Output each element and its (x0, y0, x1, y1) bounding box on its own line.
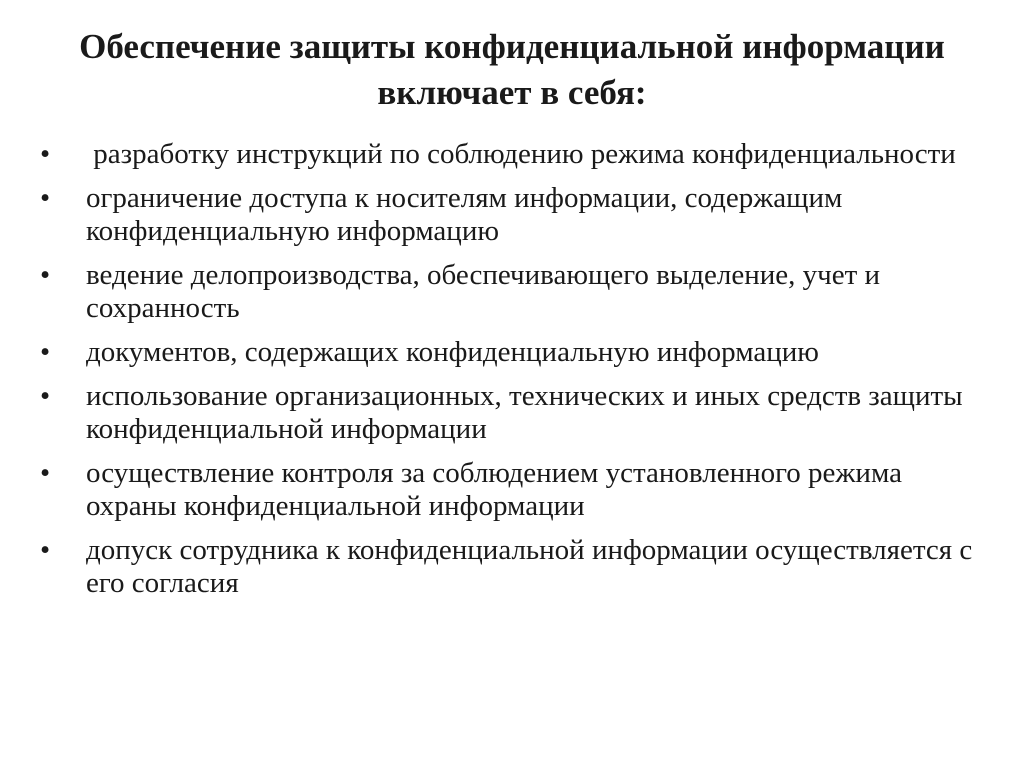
list-item-text: осуществление контроля за соблюдением установленного режима охраны конфиденциальной информации (86, 457, 902, 522)
list-item (40, 380, 990, 446)
bullet-icon: • (40, 380, 51, 412)
list-item-text: разработку инструкций по соблюдению режима конфиденциальности (86, 138, 956, 170)
list-item-text: документов, содержащих конфиденциальную информацию (86, 336, 819, 368)
list-item (40, 534, 990, 600)
list-item (40, 138, 990, 171)
list-item-text: использование организационных, технических и иных средств защиты конфиденциальной информации (86, 380, 963, 445)
list-item-text: ведение делопроизводства, обеспечивающего выделение, учет и сохранность (86, 259, 881, 324)
list-item-text: допуск сотрудника к конфиденциальной информации осуществляется с его согласия (86, 534, 973, 599)
bullet-list (40, 138, 990, 611)
list-item (40, 259, 990, 325)
bullet-icon: • (40, 259, 51, 291)
bullet-icon: • (40, 336, 51, 368)
bullet-icon: • (40, 534, 51, 566)
list-item (40, 336, 990, 369)
bullet-icon: • (40, 457, 51, 489)
bullet-icon: • (40, 182, 51, 214)
list-item-text: ограничение доступа к носителям информации, содержащим конфиденциальную информацию (86, 182, 843, 247)
bullet-icon: • (40, 138, 51, 170)
slide-title: Обеспечение защиты конфиденциальной информации включает в себя: (79, 27, 945, 112)
list-item (40, 182, 990, 248)
list-item (40, 457, 990, 523)
